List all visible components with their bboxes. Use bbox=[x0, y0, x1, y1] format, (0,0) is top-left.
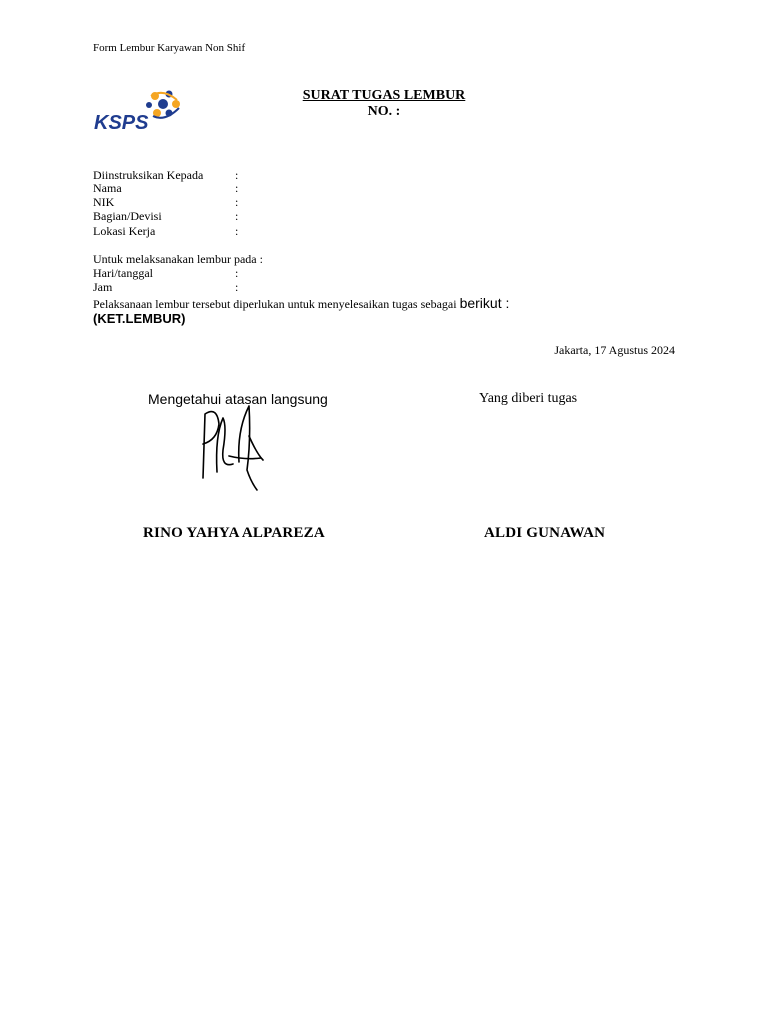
field-separator: : bbox=[235, 195, 239, 209]
field-label: Hari/tanggal bbox=[93, 266, 153, 280]
logo-text: KSPS bbox=[94, 112, 149, 134]
signature-heading-assignee: Yang diberi tugas bbox=[479, 391, 578, 406]
field-nik bbox=[93, 195, 238, 210]
field-label: NIK bbox=[93, 195, 115, 209]
field-jam bbox=[93, 280, 238, 295]
place-date: Jakarta, 17 Agustus 2024 bbox=[554, 343, 675, 357]
field-hari-tanggal bbox=[93, 266, 238, 281]
purpose-text: Pelaksanaan lembur tersebut diperlukan untuk menyelesaikan tugas sebagai bbox=[93, 297, 457, 311]
purpose-statement bbox=[93, 295, 509, 312]
field-label: Diinstruksikan Kepada bbox=[93, 168, 204, 182]
document-title: SURAT TUGAS LEMBUR bbox=[302, 88, 466, 103]
field-separator: : bbox=[235, 181, 239, 195]
field-separator: : bbox=[235, 209, 239, 223]
field-separator: : bbox=[235, 266, 239, 280]
form-header-note: Form Lembur Karyawan Non Shif bbox=[93, 42, 246, 54]
field-separator: : bbox=[235, 224, 239, 238]
field-separator: : bbox=[235, 280, 239, 294]
overtime-intro: Untuk melaksanakan lembur pada : bbox=[93, 252, 263, 266]
field-lokasi-kerja bbox=[93, 224, 238, 239]
signer-name-assignee: ALDI GUNAWAN bbox=[484, 525, 606, 541]
field-label: Bagian/Devisi bbox=[93, 209, 162, 223]
signer-name-supervisor: RINO YAHYA ALPAREZA bbox=[143, 525, 325, 541]
field-nama bbox=[93, 181, 238, 196]
field-separator: : bbox=[235, 168, 239, 182]
field-label: Lokasi Kerja bbox=[93, 224, 156, 238]
document-number-label: NO. : bbox=[367, 104, 401, 119]
field-label: Jam bbox=[93, 280, 113, 294]
purpose-suffix: berikut : bbox=[459, 295, 510, 311]
field-bagian-devisi bbox=[93, 209, 238, 224]
ket-lembur: (KET.LEMBUR) bbox=[93, 311, 186, 326]
handwritten-signature bbox=[193, 400, 273, 495]
field-label: Nama bbox=[93, 181, 122, 195]
signature-heading-supervisor: Mengetahui atasan langsung bbox=[148, 391, 328, 407]
